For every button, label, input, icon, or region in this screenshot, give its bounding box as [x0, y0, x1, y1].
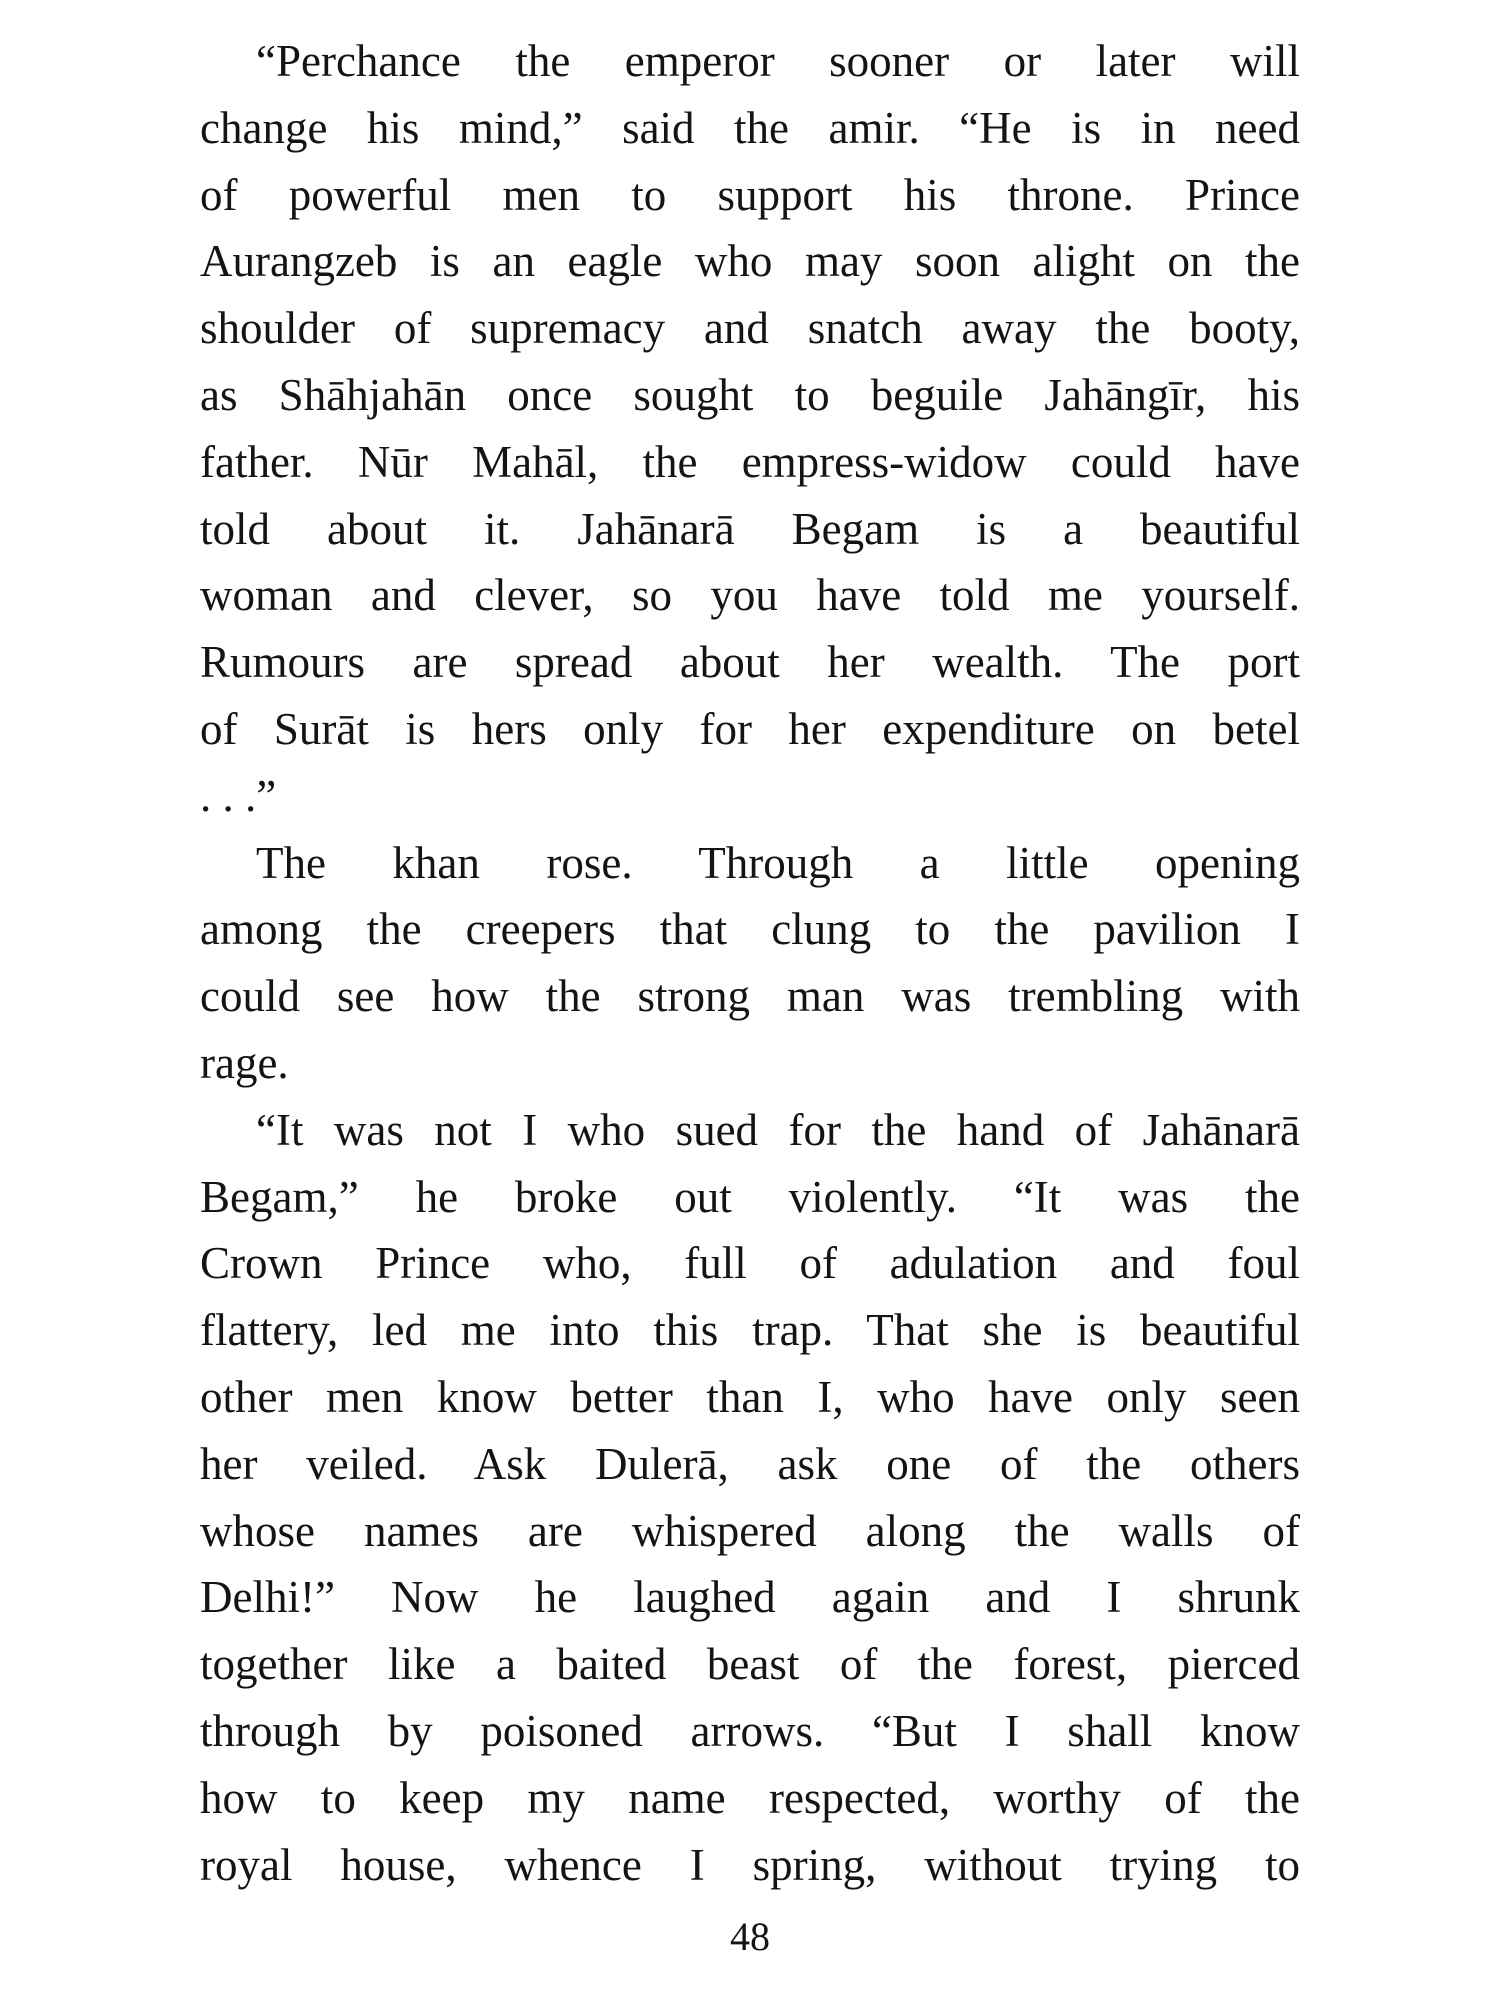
- text-line: of Surāt is hers only for her expenditure on betel: [200, 703, 1300, 754]
- text-line: Delhi!” Now he laughed again and I shrunk: [200, 1572, 1300, 1623]
- text-line: told about it. Jahānarā Begam is a beautiful: [200, 503, 1300, 554]
- text-line: could see how the strong man was trembling with: [200, 971, 1300, 1022]
- text-line: of powerful men to support his throne. Prince: [200, 169, 1300, 220]
- text-line: together like a baited beast of the forest, pierced: [200, 1639, 1300, 1690]
- text-line: . . .”: [200, 770, 277, 821]
- text-line: Aurangzeb is an eagle who may soon alight on the: [200, 236, 1300, 287]
- text-line: other men know better than I, who have only seen: [200, 1371, 1300, 1422]
- text-line: how to keep my name respected, worthy of the: [200, 1772, 1300, 1823]
- text-line: The khan rose. Through a little opening: [256, 837, 1300, 888]
- text-line: Rumours are spread about her wealth. The port: [200, 637, 1300, 688]
- text-line: woman and clever, so you have told me yourself.: [200, 570, 1300, 621]
- text-line: “It was not I who sued for the hand of Jahānarā: [256, 1104, 1300, 1155]
- text-line: change his mind,” said the amir. “He is in need: [200, 102, 1300, 153]
- text-line: rage.: [200, 1037, 289, 1088]
- text-line: “Perchance the emperor sooner or later will: [256, 36, 1300, 86]
- text-line: shoulder of supremacy and snatch away the booty,: [200, 303, 1300, 354]
- text-line: whose names are whispered along the walls of: [200, 1505, 1300, 1556]
- text-line: her veiled. Ask Dulerā, ask one of the others: [200, 1438, 1300, 1489]
- page-number: 48: [730, 1914, 770, 1959]
- text-line: Begam,” he broke out violently. “It was the: [200, 1171, 1300, 1222]
- text-line: among the creepers that clung to the pavilion I: [200, 904, 1300, 955]
- text-line: as Shāhjahān once sought to beguile Jahāngīr, his: [200, 369, 1300, 420]
- text-line: flattery, led me into this trap. That she is beautiful: [200, 1305, 1300, 1356]
- text-line: father. Nūr Mahāl, the empress-widow could have: [200, 436, 1300, 487]
- text-line: Crown Prince who, full of adulation and foul: [200, 1238, 1300, 1289]
- body-text: [200, 28, 1300, 1898]
- text-line: through by poisoned arrows. “But I shall know: [200, 1705, 1300, 1756]
- text-line: royal house, whence I spring, without trying to: [200, 1839, 1300, 1890]
